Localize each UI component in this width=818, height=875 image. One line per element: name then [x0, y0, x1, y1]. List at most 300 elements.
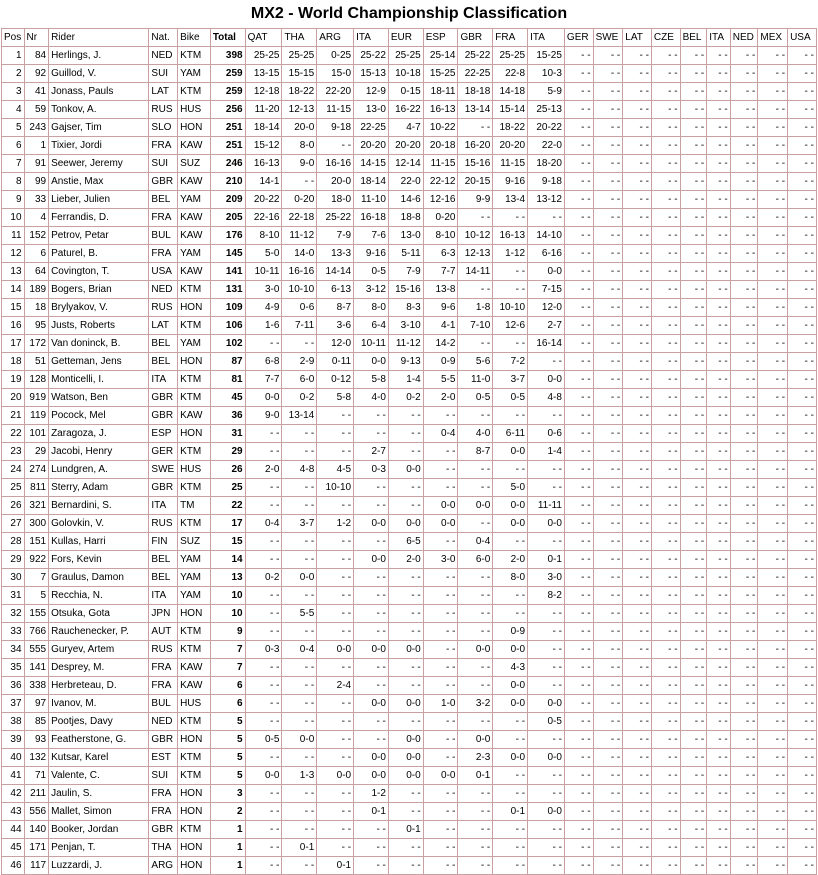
result-cell: - - [458, 803, 493, 821]
result-cell: 0-0 [245, 767, 282, 785]
nationality-cell: GER [149, 443, 178, 461]
result-cell: - - [651, 371, 680, 389]
nationality-cell: BEL [149, 335, 178, 353]
result-cell: - - [758, 587, 788, 605]
result-cell: - - [564, 587, 593, 605]
result-cell: 0-6 [282, 299, 317, 317]
result-cell: - - [707, 857, 731, 875]
result-cell: 0-1 [282, 839, 317, 857]
result-cell: 15-12 [245, 137, 282, 155]
position-cell: 3 [2, 83, 25, 101]
table-row [2, 317, 817, 335]
result-cell: 20-0 [317, 173, 354, 191]
total-cell: 26 [210, 461, 245, 479]
result-cell: 5-8 [317, 389, 354, 407]
result-cell: - - [651, 317, 680, 335]
result-cell: - - [730, 785, 758, 803]
result-cell: - - [730, 263, 758, 281]
result-cell: - - [528, 659, 565, 677]
result-cell: - - [651, 857, 680, 875]
result-cell: - - [730, 767, 758, 785]
result-cell: - - [758, 371, 788, 389]
result-cell: - - [758, 191, 788, 209]
position-cell: 11 [2, 227, 25, 245]
result-cell: - - [680, 713, 707, 731]
total-cell: 22 [210, 497, 245, 515]
number-cell: 140 [24, 821, 49, 839]
result-cell: 10-18 [388, 65, 423, 83]
result-cell: 8-0 [493, 569, 528, 587]
result-cell: - - [564, 641, 593, 659]
result-cell: - - [354, 857, 389, 875]
result-cell: 14-0 [282, 245, 317, 263]
column-header: NED [730, 29, 758, 47]
bike-cell: YAM [178, 551, 211, 569]
result-cell: - - [730, 623, 758, 641]
bike-cell: KTM [178, 389, 211, 407]
result-cell: - - [282, 803, 317, 821]
result-cell: 5-5 [423, 371, 458, 389]
result-cell: - - [528, 821, 565, 839]
result-cell: - - [564, 677, 593, 695]
result-cell: 5-6 [458, 353, 493, 371]
rider-cell: Gajser, Tim [49, 119, 149, 137]
result-cell: - - [758, 461, 788, 479]
result-cell: 6-5 [388, 533, 423, 551]
number-cell: 71 [24, 767, 49, 785]
result-cell: 13-15 [245, 65, 282, 83]
result-cell: - - [788, 263, 817, 281]
result-cell: 18-11 [423, 83, 458, 101]
result-cell: - - [593, 281, 623, 299]
result-cell: - - [388, 785, 423, 803]
result-cell: - - [623, 443, 652, 461]
number-cell: 93 [24, 731, 49, 749]
result-cell: - - [593, 713, 623, 731]
column-header: ESP [423, 29, 458, 47]
result-cell: - - [707, 839, 731, 857]
result-cell: - - [651, 641, 680, 659]
result-cell: 13-0 [354, 101, 389, 119]
result-cell: - - [623, 659, 652, 677]
result-cell: - - [564, 155, 593, 173]
result-cell: - - [317, 569, 354, 587]
result-cell: - - [593, 173, 623, 191]
result-cell: - - [458, 515, 493, 533]
result-cell: 4-0 [354, 389, 389, 407]
result-cell: 0-0 [317, 767, 354, 785]
nationality-cell: ITA [149, 371, 178, 389]
result-cell: - - [730, 389, 758, 407]
result-cell: - - [388, 803, 423, 821]
result-cell: - - [354, 731, 389, 749]
result-cell: 16-20 [458, 137, 493, 155]
result-cell: - - [593, 335, 623, 353]
result-cell: - - [423, 533, 458, 551]
result-cell: - - [680, 389, 707, 407]
number-cell: 300 [24, 515, 49, 533]
result-cell: 6-0 [458, 551, 493, 569]
result-cell: - - [730, 569, 758, 587]
result-cell: - - [707, 335, 731, 353]
result-cell: 1-8 [458, 299, 493, 317]
result-cell: - - [388, 839, 423, 857]
result-cell: 7-11 [282, 317, 317, 335]
result-cell: 25-25 [388, 47, 423, 65]
result-cell: - - [564, 245, 593, 263]
result-cell: - - [788, 281, 817, 299]
result-cell: 11-15 [317, 101, 354, 119]
result-cell: 16-13 [423, 101, 458, 119]
result-cell: 25-14 [423, 47, 458, 65]
position-cell: 44 [2, 821, 25, 839]
table-row [2, 749, 817, 767]
result-cell: 0-0 [245, 389, 282, 407]
result-cell: - - [651, 785, 680, 803]
result-cell: 2-0 [423, 389, 458, 407]
result-cell: - - [707, 371, 731, 389]
rider-cell: Lieber, Julien [49, 191, 149, 209]
result-cell: - - [317, 839, 354, 857]
result-cell: - - [680, 749, 707, 767]
result-cell: - - [317, 443, 354, 461]
total-cell: 87 [210, 353, 245, 371]
result-cell: - - [788, 443, 817, 461]
result-cell: - - [788, 479, 817, 497]
total-cell: 106 [210, 317, 245, 335]
nationality-cell: GBR [149, 173, 178, 191]
result-cell: - - [707, 623, 731, 641]
result-cell: - - [354, 659, 389, 677]
bike-cell: KAW [178, 407, 211, 425]
bike-cell: KTM [178, 641, 211, 659]
result-cell: - - [388, 443, 423, 461]
position-cell: 33 [2, 623, 25, 641]
column-header: ITA [354, 29, 389, 47]
result-cell: 22-25 [354, 119, 389, 137]
bike-cell: SUZ [178, 155, 211, 173]
nationality-cell: LAT [149, 83, 178, 101]
position-cell: 28 [2, 533, 25, 551]
result-cell: 11-20 [245, 101, 282, 119]
table-row [2, 227, 817, 245]
result-cell: - - [758, 407, 788, 425]
result-cell: - - [593, 353, 623, 371]
result-cell: - - [730, 83, 758, 101]
result-cell: - - [564, 857, 593, 875]
result-cell: 14-14 [317, 263, 354, 281]
result-cell: - - [730, 101, 758, 119]
result-cell: - - [388, 497, 423, 515]
result-cell: - - [758, 173, 788, 191]
result-cell: 0-15 [388, 83, 423, 101]
result-cell: - - [730, 137, 758, 155]
bike-cell: KAW [178, 659, 211, 677]
result-cell: - - [623, 119, 652, 137]
total-cell: 10 [210, 587, 245, 605]
result-cell: - - [788, 137, 817, 155]
result-cell: 0-2 [388, 389, 423, 407]
number-cell: 152 [24, 227, 49, 245]
table-row [2, 515, 817, 533]
result-cell: - - [564, 659, 593, 677]
result-cell: 9-16 [354, 245, 389, 263]
result-cell: 2-7 [528, 317, 565, 335]
result-cell: - - [493, 335, 528, 353]
result-cell: 7-10 [458, 317, 493, 335]
table-row [2, 425, 817, 443]
result-cell: 22-18 [282, 209, 317, 227]
result-cell: - - [623, 47, 652, 65]
result-cell: - - [593, 371, 623, 389]
result-cell: - - [282, 587, 317, 605]
result-cell: - - [730, 551, 758, 569]
result-cell: - - [758, 731, 788, 749]
result-cell: - - [758, 641, 788, 659]
result-cell: - - [758, 83, 788, 101]
total-cell: 2 [210, 803, 245, 821]
result-cell: - - [680, 173, 707, 191]
result-cell: - - [593, 119, 623, 137]
result-cell: 0-0 [388, 461, 423, 479]
total-cell: 1 [210, 839, 245, 857]
total-cell: 205 [210, 209, 245, 227]
result-cell: 10-12 [458, 227, 493, 245]
result-cell: 0-5 [458, 389, 493, 407]
result-cell: - - [623, 641, 652, 659]
result-cell: - - [493, 209, 528, 227]
number-cell: 132 [24, 749, 49, 767]
result-cell: - - [623, 425, 652, 443]
result-cell: - - [623, 515, 652, 533]
rider-cell: Bernardini, S. [49, 497, 149, 515]
table-row [2, 389, 817, 407]
result-cell: - - [707, 389, 731, 407]
result-cell: - - [651, 47, 680, 65]
result-cell: - - [707, 515, 731, 533]
result-cell: - - [758, 65, 788, 83]
position-cell: 24 [2, 461, 25, 479]
result-cell: - - [623, 785, 652, 803]
result-cell: - - [564, 407, 593, 425]
result-cell: 5-0 [245, 245, 282, 263]
result-cell: - - [245, 821, 282, 839]
result-cell: - - [651, 803, 680, 821]
result-cell: - - [680, 533, 707, 551]
bike-cell: HUS [178, 461, 211, 479]
result-cell: - - [458, 677, 493, 695]
result-cell: - - [680, 803, 707, 821]
result-cell: 25-25 [282, 47, 317, 65]
result-cell: - - [788, 47, 817, 65]
table-row [2, 443, 817, 461]
result-cell: - - [707, 281, 731, 299]
result-cell: - - [651, 695, 680, 713]
result-cell: - - [730, 65, 758, 83]
bike-cell: KAW [178, 173, 211, 191]
rider-cell: Monticelli, I. [49, 371, 149, 389]
result-cell: - - [730, 371, 758, 389]
column-header: EUR [388, 29, 423, 47]
result-cell: 0-5 [493, 389, 528, 407]
result-cell: - - [282, 659, 317, 677]
result-cell: - - [680, 605, 707, 623]
result-cell: 0-2 [282, 389, 317, 407]
result-cell: - - [651, 659, 680, 677]
result-cell: - - [623, 821, 652, 839]
result-cell: - - [593, 479, 623, 497]
result-cell: - - [388, 587, 423, 605]
result-cell: - - [680, 659, 707, 677]
result-cell: 11-12 [282, 227, 317, 245]
number-cell: 29 [24, 443, 49, 461]
result-cell: 2-0 [245, 461, 282, 479]
rider-cell: Bogers, Brian [49, 281, 149, 299]
rider-cell: Van doninck, B. [49, 335, 149, 353]
bike-cell: HON [178, 299, 211, 317]
result-cell: - - [788, 83, 817, 101]
number-cell: 6 [24, 245, 49, 263]
result-cell: 12-14 [388, 155, 423, 173]
position-cell: 5 [2, 119, 25, 137]
result-cell: - - [245, 695, 282, 713]
result-cell: - - [564, 533, 593, 551]
result-cell: - - [623, 263, 652, 281]
result-cell: - - [458, 623, 493, 641]
position-cell: 13 [2, 263, 25, 281]
number-cell: 1 [24, 137, 49, 155]
result-cell: - - [680, 821, 707, 839]
table-row [2, 587, 817, 605]
position-cell: 4 [2, 101, 25, 119]
result-cell: - - [593, 137, 623, 155]
total-cell: 25 [210, 479, 245, 497]
column-header: SWE [593, 29, 623, 47]
result-cell: - - [564, 101, 593, 119]
result-cell: - - [623, 245, 652, 263]
result-cell: 12-13 [282, 101, 317, 119]
result-cell: 3-12 [354, 281, 389, 299]
result-cell: - - [651, 407, 680, 425]
result-cell: - - [458, 839, 493, 857]
result-cell: 12-9 [354, 83, 389, 101]
result-cell: 0-0 [388, 731, 423, 749]
result-cell: 0-0 [423, 515, 458, 533]
result-cell: - - [564, 803, 593, 821]
table-row [2, 659, 817, 677]
result-cell: - - [423, 443, 458, 461]
number-cell: 85 [24, 713, 49, 731]
result-cell: 13-0 [388, 227, 423, 245]
total-cell: 29 [210, 443, 245, 461]
result-cell: - - [707, 263, 731, 281]
result-cell: - - [730, 659, 758, 677]
result-cell: - - [423, 407, 458, 425]
result-cell: 0-6 [528, 425, 565, 443]
total-cell: 246 [210, 155, 245, 173]
result-cell: - - [564, 389, 593, 407]
position-cell: 6 [2, 137, 25, 155]
result-cell: - - [730, 749, 758, 767]
result-cell: - - [623, 281, 652, 299]
number-cell: 128 [24, 371, 49, 389]
number-cell: 101 [24, 425, 49, 443]
result-cell: - - [758, 317, 788, 335]
result-cell: - - [564, 317, 593, 335]
result-cell: - - [758, 443, 788, 461]
result-cell: - - [680, 209, 707, 227]
bike-cell: YAM [178, 569, 211, 587]
nationality-cell: NED [149, 47, 178, 65]
result-cell: - - [788, 173, 817, 191]
result-cell: - - [623, 497, 652, 515]
rider-cell: Covington, T. [49, 263, 149, 281]
nationality-cell: BEL [149, 353, 178, 371]
result-cell: - - [282, 425, 317, 443]
table-body [2, 47, 817, 875]
position-cell: 1 [2, 47, 25, 65]
result-cell: 0-0 [388, 641, 423, 659]
result-cell: - - [593, 407, 623, 425]
result-cell: - - [528, 479, 565, 497]
result-cell: - - [245, 659, 282, 677]
result-cell: - - [680, 623, 707, 641]
position-cell: 30 [2, 569, 25, 587]
result-cell: 20-20 [388, 137, 423, 155]
result-cell: - - [758, 821, 788, 839]
result-cell: 0-4 [282, 641, 317, 659]
result-cell: 16-14 [528, 335, 565, 353]
result-cell: - - [245, 713, 282, 731]
result-cell: 7-7 [245, 371, 282, 389]
rider-cell: Petrov, Petar [49, 227, 149, 245]
number-cell: 91 [24, 155, 49, 173]
result-cell: - - [707, 101, 731, 119]
number-cell: 555 [24, 641, 49, 659]
result-cell: 0-9 [493, 623, 528, 641]
result-cell: 22-25 [458, 65, 493, 83]
result-cell: - - [788, 209, 817, 227]
result-cell: 10-11 [245, 263, 282, 281]
result-cell: 1-2 [317, 515, 354, 533]
result-cell: 0-9 [423, 353, 458, 371]
result-cell: - - [730, 533, 758, 551]
rider-cell: Watson, Ben [49, 389, 149, 407]
result-cell: - - [493, 731, 528, 749]
result-cell: 4-3 [493, 659, 528, 677]
nationality-cell: USA [149, 263, 178, 281]
result-cell: 15-16 [388, 281, 423, 299]
result-cell: - - [458, 857, 493, 875]
table-row [2, 65, 817, 83]
result-cell: - - [680, 587, 707, 605]
result-cell: - - [593, 209, 623, 227]
table-row [2, 677, 817, 695]
result-cell: - - [593, 533, 623, 551]
result-cell: - - [623, 767, 652, 785]
result-cell: - - [680, 425, 707, 443]
result-cell: - - [707, 47, 731, 65]
result-cell: - - [423, 677, 458, 695]
column-header: Nr [24, 29, 49, 47]
result-cell: - - [528, 641, 565, 659]
result-cell: - - [528, 353, 565, 371]
result-cell: 14-15 [354, 155, 389, 173]
result-cell: - - [623, 137, 652, 155]
table-row [2, 119, 817, 137]
result-cell: 25-25 [493, 47, 528, 65]
result-cell: - - [788, 191, 817, 209]
